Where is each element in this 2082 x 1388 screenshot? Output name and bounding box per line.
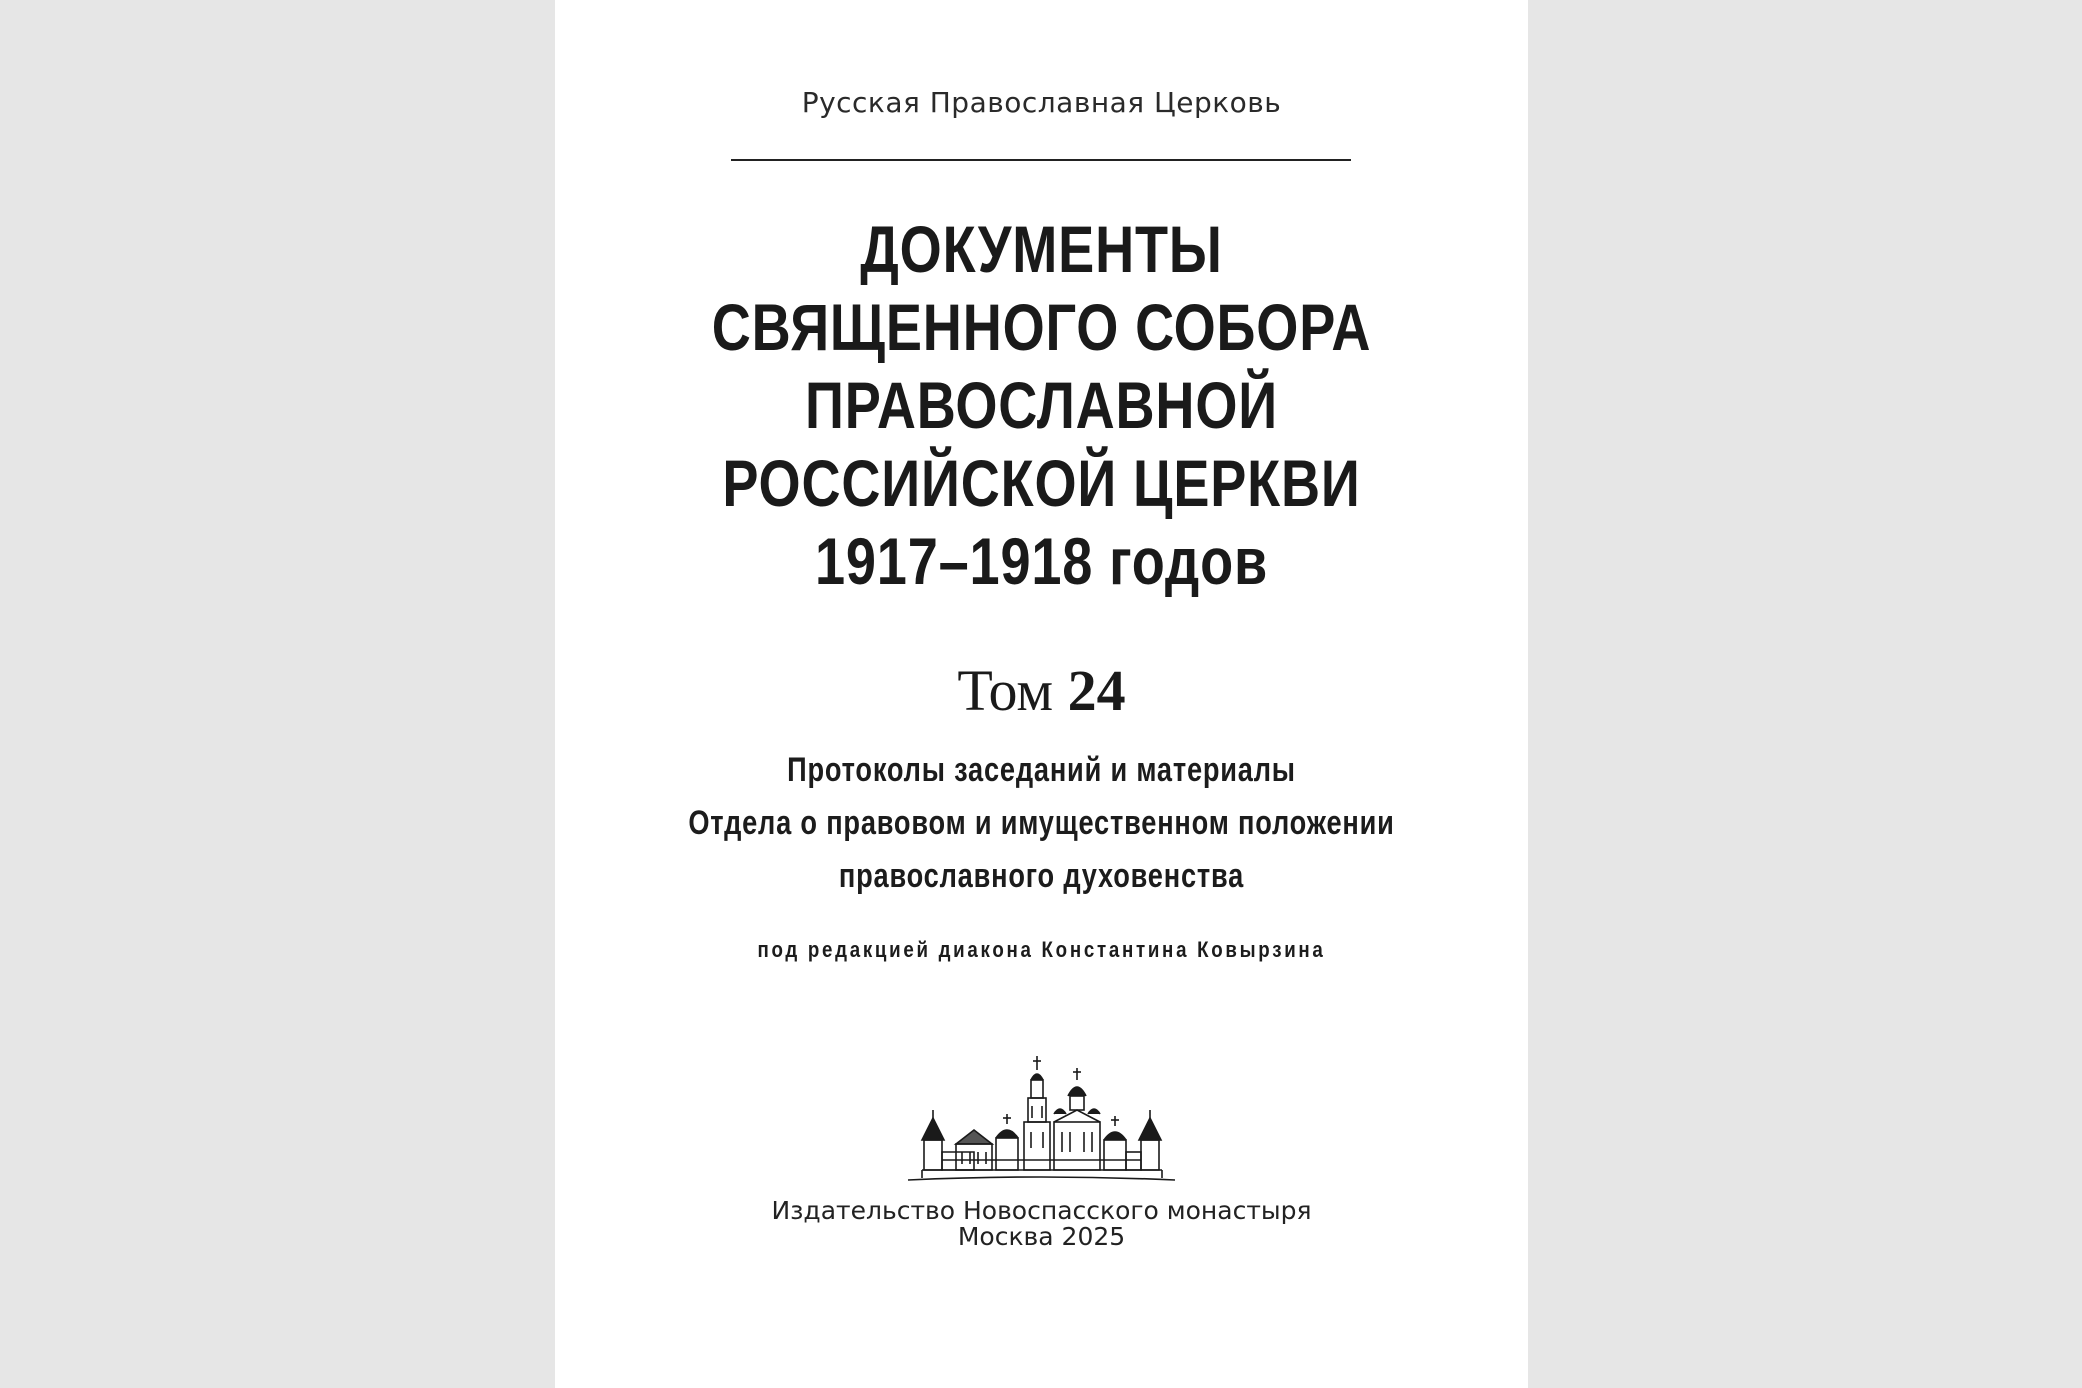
- title-line: ПРАВОСЛАВНОЙ: [805, 368, 1278, 442]
- title-line: РОССИЙСКОЙ ЦЕРКВИ: [722, 446, 1361, 520]
- subtitle-line: Отдела о правовом и имущественном положении: [688, 804, 1395, 842]
- volume-prefix: Том: [957, 658, 1054, 723]
- publisher-info: [555, 1198, 1528, 1250]
- title-line: ДОКУМЕНТЫ: [860, 212, 1223, 286]
- volume-number: 24: [1067, 658, 1126, 723]
- subtitle-line: Протоколы заседаний и материалы: [787, 751, 1296, 789]
- monastery-icon: [904, 1052, 1179, 1186]
- church-name: Русская Православная Церковь: [801, 86, 1282, 119]
- editor-credit: под редакцией диакона Константина Ковырзина: [757, 937, 1326, 962]
- divider: [731, 159, 1351, 161]
- title-line: СВЯЩЕННОГО СОБОРА: [711, 290, 1372, 364]
- book-subtitle: [555, 744, 1528, 903]
- title-line: 1917–1918 годов: [814, 524, 1269, 598]
- publisher-name: Издательство Новоспасского монастыря: [771, 1196, 1312, 1225]
- publisher-city-year: Москва 2025: [957, 1222, 1126, 1251]
- title-page: [555, 0, 1528, 1388]
- book-title: [555, 210, 1528, 600]
- subtitle-line: православного духовенства: [838, 857, 1245, 895]
- volume-label: [555, 656, 1528, 726]
